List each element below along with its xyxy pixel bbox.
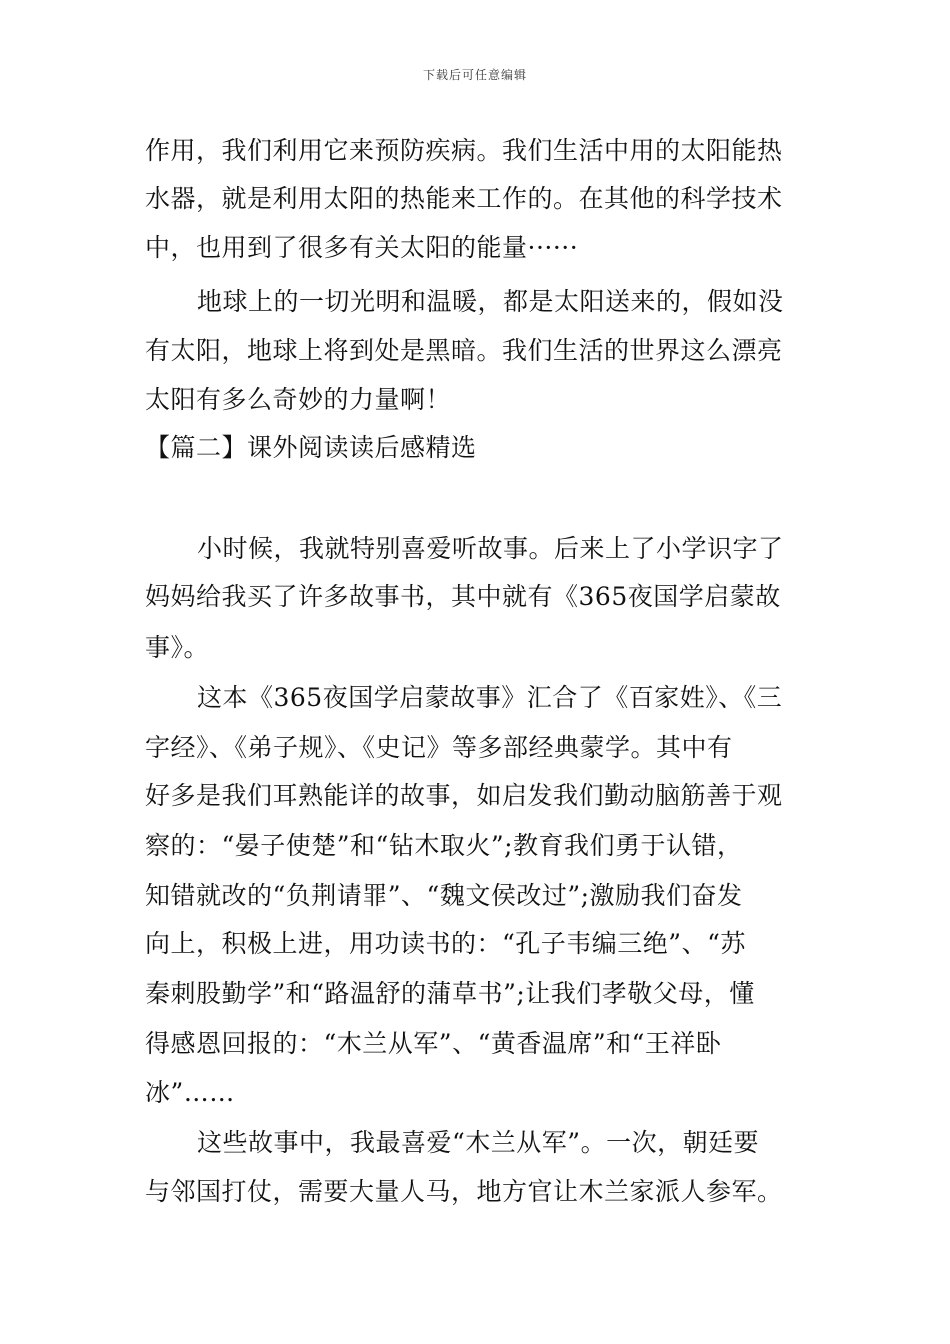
body-line-7: 小时候，我就特别喜爱听故事。后来上了小学识字了: [197, 534, 784, 563]
body-line-3: 中，也用到了很多有关太阳的能量······: [145, 233, 579, 262]
body-line-17: 得感恩回报的：“木兰从军”、“黄香温席”和“王祥卧: [145, 1029, 722, 1058]
body-line-5: 有太阳，地球上将到处是黑暗。我们生活的世界这么漂亮: [145, 336, 783, 365]
body-line-9: 事》。: [145, 633, 210, 662]
body-line-19: 这些故事中，我最喜爱“木兰从军”。一次，朝廷要: [197, 1128, 760, 1157]
body-line-18: 冰”……: [145, 1078, 235, 1107]
body-line-14: 知错就改的“负荆请罪”、“魏文侯改过”;激励我们奋发: [145, 881, 743, 910]
body-line-4: 地球上的一切光明和温暖，都是太阳送来的，假如没: [197, 287, 784, 316]
section-heading: 【篇二】课外阅读读后感精选: [145, 433, 477, 462]
body-line-20: 与邻国打仗，需要大量人马，地方官让木兰家派人参军。: [145, 1177, 783, 1206]
body-line-10: 这本《365夜国学启蒙故事》汇合了《百家姓》、《三: [197, 683, 783, 712]
body-line-6: 太阳有多么奇妙的力量啊！: [145, 385, 452, 414]
body-line-16: 秦刺股勤学”和“路温舒的蒲草书”;让我们孝敬父母，懂: [145, 979, 755, 1008]
body-line-2: 水器，就是利用太阳的热能来工作的。在其他的科学技术: [145, 184, 783, 213]
body-line-12: 好多是我们耳熟能详的故事，如启发我们勤动脑筋善于观: [145, 781, 783, 810]
body-line-15: 向上，积极上进，用功读书的：“孔子韦编三绝”、“苏: [145, 929, 746, 958]
body-line-13: 察的：“晏子使楚”和“钻木取火”;教育我们勇于认错，: [145, 831, 743, 860]
body-line-11: 字经》、《弟子规》、《史记》等多部经典蒙学。其中有: [145, 733, 733, 762]
body-line-8: 妈妈给我买了许多故事书，其中就有《365夜国学启蒙故: [145, 582, 781, 611]
page-header: 下载后可任意编辑: [422, 68, 527, 82]
body-line-1: 作用，我们利用它来预防疾病。我们生活中用的太阳能热: [145, 136, 783, 165]
